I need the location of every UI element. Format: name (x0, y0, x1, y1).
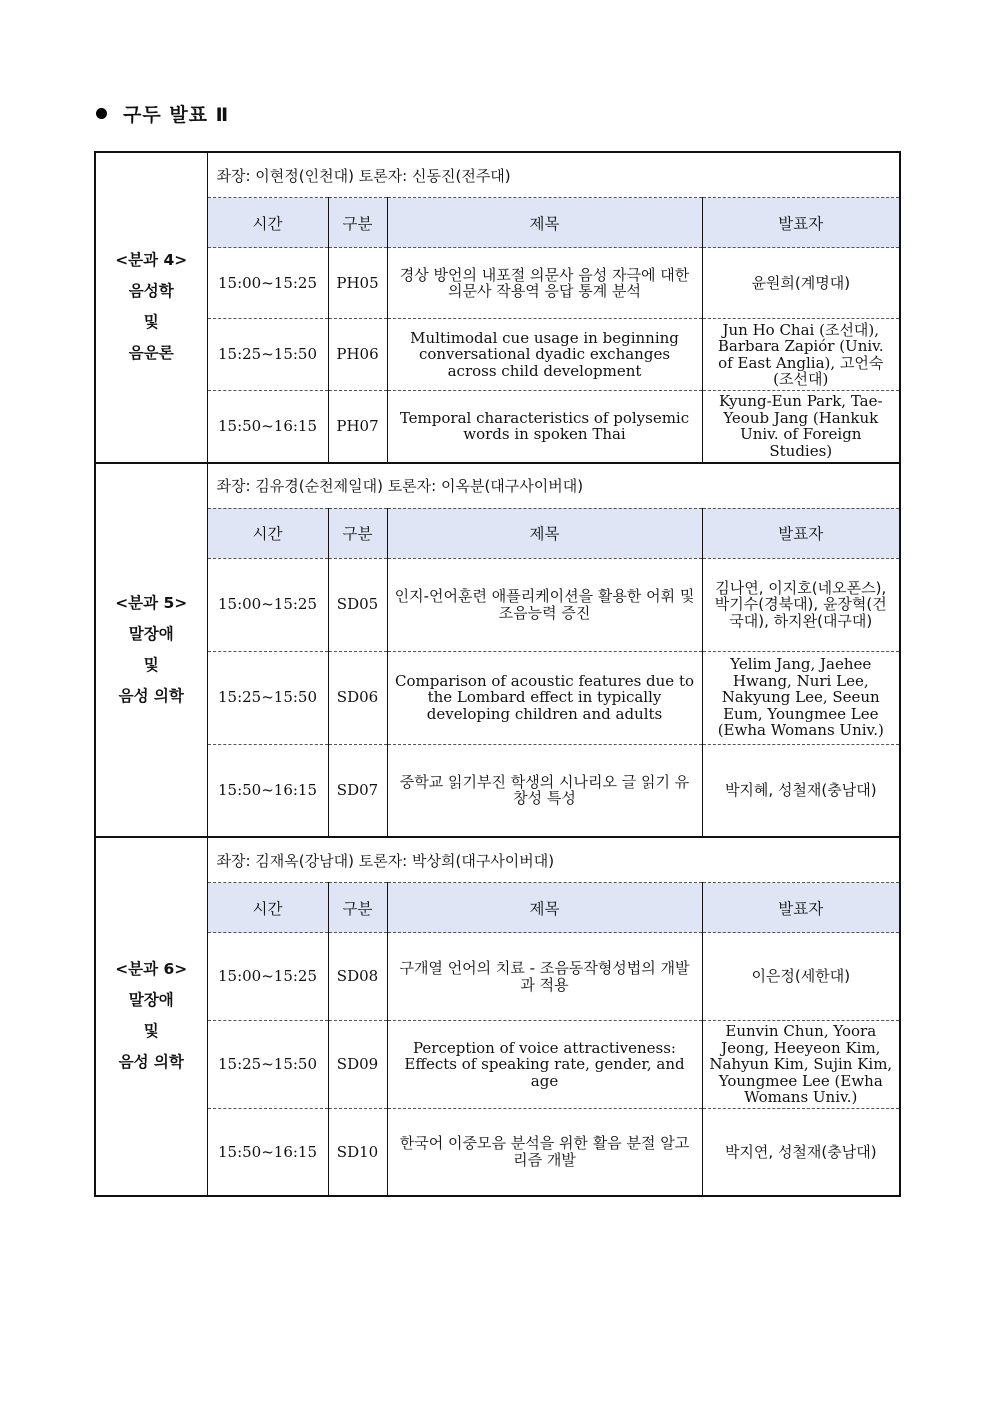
row-time: 15:00~15:25 (207, 248, 328, 319)
header-code: 구분 (328, 508, 387, 558)
row-presenter: 윤원희(계명대) (702, 248, 900, 319)
row-code: SD07 (328, 744, 387, 837)
row-presenter: Kyung-Eun Park, Tae-Yeoub Jang (Hankuk Univ. of Foreign Studies) (702, 391, 900, 463)
bullet-icon (96, 108, 107, 119)
session-chair-row (95, 837, 900, 883)
table-row (95, 651, 900, 744)
header-time: 시간 (207, 883, 328, 933)
row-time: 15:25~15:50 (207, 651, 328, 744)
table-header-row (95, 198, 900, 248)
table-row (95, 744, 900, 837)
row-code: SD09 (328, 1021, 387, 1109)
row-presenter: 박지연, 성철재(충남대) (702, 1109, 900, 1196)
row-title: 한국어 이중모음 분석을 위한 활음 분절 알고리즘 개발 (387, 1109, 702, 1196)
row-code: PH07 (328, 391, 387, 463)
table-header-row (95, 883, 900, 933)
table-row (95, 1021, 900, 1109)
row-title: Comparison of acoustic features due to the Lombard effect in typically developing children and adults (387, 651, 702, 744)
header-time: 시간 (207, 508, 328, 558)
header-code: 구분 (328, 198, 387, 248)
table-row (95, 558, 900, 651)
row-title: 구개열 언어의 치료 - 조음동작형성법의 개발과 적용 (387, 933, 702, 1021)
row-title: 인지-언어훈련 애플리케이션을 활용한 어휘 및 조음능력 증진 (387, 558, 702, 651)
header-title: 제목 (387, 198, 702, 248)
row-code: SD08 (328, 933, 387, 1021)
row-presenter: 이은정(세한대) (702, 933, 900, 1021)
session-chair-row (95, 152, 900, 198)
session-chair: 좌장: 김유경(순천제일대) 토론자: 이옥분(대구사이버대) (207, 463, 900, 509)
header-presenter: 발표자 (702, 883, 900, 933)
row-code: PH06 (328, 319, 387, 391)
table-row (95, 319, 900, 391)
session-chair: 좌장: 이현정(인천대) 토론자: 신동진(전주대) (207, 152, 900, 198)
session-name: <분과 6> 말장애 및 음성 의학 (95, 837, 207, 1196)
row-code: PH05 (328, 248, 387, 319)
table-row (95, 933, 900, 1021)
header-title: 제목 (387, 508, 702, 558)
row-time: 15:50~16:15 (207, 744, 328, 837)
table-header-row (95, 508, 900, 558)
row-time: 15:50~16:15 (217, 1142, 318, 1161)
header-time: 시간 (207, 198, 328, 248)
row-time: 15:00~15:25 (207, 558, 328, 651)
row-title: 경상 방언의 내포절 의문사 음성 자극에 대한 의문사 작용역 응답 통계 분석 (387, 248, 702, 319)
row-title: Temporal characteristics of polysemic words in spoken Thai (387, 391, 702, 463)
session-chair-row (95, 463, 900, 509)
row-presenter: 김나연, 이지호(네오폰스), 박기수(경북대), 윤장혁(건국대), 하지완(대구대) (702, 558, 900, 651)
table-row (95, 248, 900, 319)
heading-text: 구두 발표 Ⅱ (123, 103, 230, 126)
session-chair: 좌장: 김재옥(강남대) 토론자: 박상희(대구사이버대) (207, 837, 900, 883)
session-name: <분과 5> 말장애 및 음성 의학 (95, 463, 207, 838)
row-presenter: Jun Ho Chai (조선대), Barbara Zapiór (Univ. of East Anglia), 고언숙(조선대) (702, 319, 900, 391)
row-presenter: Eunvin Chun, Yoora Jeong, Heeyeon Kim, Nahyun Kim, Sujin Kim, Youngmee Lee (Ewha Womans Univ.) (702, 1021, 900, 1109)
row-code: SD06 (328, 651, 387, 744)
table-row (95, 391, 900, 463)
row-title: Perception of voice attractiveness: Effects of speaking rate, gender, and age (387, 1021, 702, 1109)
row-presenter: Yelim Jang, Jaehee Hwang, Nuri Lee, Nakyung Lee, Seeun Eum, Youngmee Lee (Ewha Womans Univ.) (702, 651, 900, 744)
row-presenter: 박지혜, 성철재(충남대) (702, 744, 900, 837)
row-code: SD05 (328, 558, 387, 651)
row-title: Multimodal cue usage in beginning conversational dyadic exchanges across child development (387, 319, 702, 391)
header-code: 구분 (328, 883, 387, 933)
section-heading (94, 98, 229, 128)
header-title: 제목 (387, 883, 702, 933)
session-name: <분과 4> 음성학 및 음운론 (95, 152, 207, 463)
schedule-table (94, 151, 901, 1197)
row-time: 15:25~15:50 (207, 1021, 328, 1109)
row-title: 중학교 읽기부진 학생의 시나리오 글 읽기 유창성 특성 (387, 744, 702, 837)
header-presenter: 발표자 (702, 508, 900, 558)
row-time: 15:25~15:50 (207, 319, 328, 391)
row-code: SD10 (328, 1109, 387, 1196)
row-time: 15:50~16:15 (207, 391, 328, 463)
table-row (95, 1109, 900, 1196)
header-presenter: 발표자 (702, 198, 900, 248)
row-time: 15:00~15:25 (207, 933, 328, 1021)
